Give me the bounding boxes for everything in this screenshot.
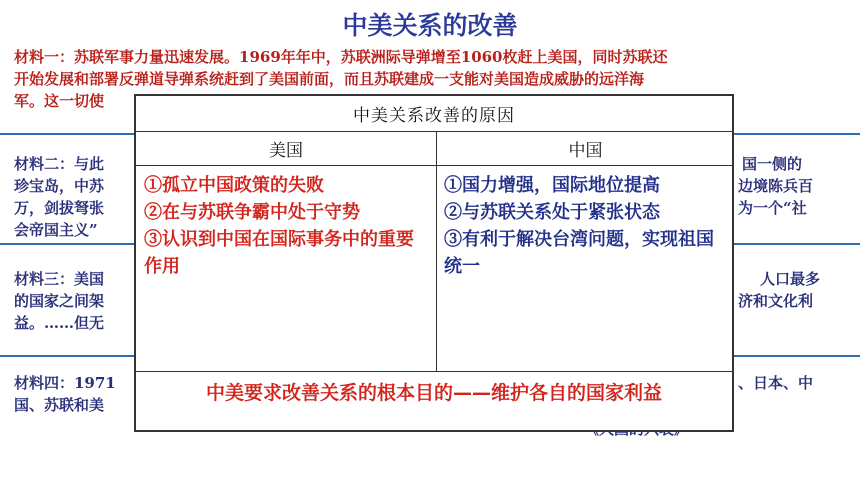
material-4-line-1: 材料四：1971 xyxy=(14,374,116,392)
material-2-line-4: 会帝国主义” xyxy=(14,221,98,239)
china-reasons xyxy=(444,172,726,280)
material-2-line-2: 珍宝岛，中苏 xyxy=(14,177,105,195)
table-header: 中美关系改善的原因 xyxy=(136,96,732,132)
material-4-right-1: 、日本、中 xyxy=(738,374,814,392)
material-3-right-1: 人口最多 xyxy=(760,270,821,288)
material-1-line-1: 材料一：苏联军事力量迅速发展。1969年年中，苏联洲际导弹增至1060枚赶上美国，同时苏联还 xyxy=(14,48,668,66)
material-3-line-2: 的国家之间架 xyxy=(14,292,105,310)
reasons-table xyxy=(134,94,734,432)
conclusion: 中美要求改善关系的根本目的——维护各自的国家利益 xyxy=(205,382,662,404)
material-2-right-1: 国一侧的 xyxy=(742,155,803,173)
page-title: 中美关系的改善 xyxy=(342,11,518,40)
material-3-right-2: 济和文化利 xyxy=(738,292,814,310)
material-2-right-2: 边境陈兵百 xyxy=(738,177,814,195)
column-header-china: 中国 xyxy=(437,131,734,166)
material-1-line-2: 开始发展和部署反弹道导弹系统赶到了美国前面，而且苏联建成一支能对美国造成威胁的远洋海 xyxy=(14,70,645,88)
material-1-line-3: 军。这一切使 xyxy=(14,92,105,110)
material-2-right-3: 为一个“社 xyxy=(738,199,807,217)
china-reason-item: ②与苏联关系处于紧张状态 xyxy=(444,202,660,223)
column-divider xyxy=(436,131,437,371)
material-3-line-3: 益。……但无 xyxy=(14,314,105,332)
china-reason-item: ③有利于解决台湾问题，实现祖国统一 xyxy=(444,229,714,277)
us-reason-item: ③认识到中国在国际事务中的重要作用 xyxy=(144,229,414,277)
us-reason-item: ②在与苏联争霸中处于守势 xyxy=(144,202,360,223)
china-reason-item: ①国力增强，国际地位提高 xyxy=(444,175,660,196)
material-3-line-1: 材料三：美国 xyxy=(14,270,105,288)
us-reasons xyxy=(144,172,428,280)
table-bottom-rule xyxy=(136,371,732,372)
us-reason-item: ①孤立中国政策的失败 xyxy=(144,175,324,196)
material-2-line-3: 万，剑拔弩张 xyxy=(14,199,105,217)
material-2-line-1: 材料二：与此 xyxy=(14,155,105,173)
column-header-us: 美国 xyxy=(136,131,436,166)
material-4-line-2: 国、苏联和美 xyxy=(14,396,105,414)
